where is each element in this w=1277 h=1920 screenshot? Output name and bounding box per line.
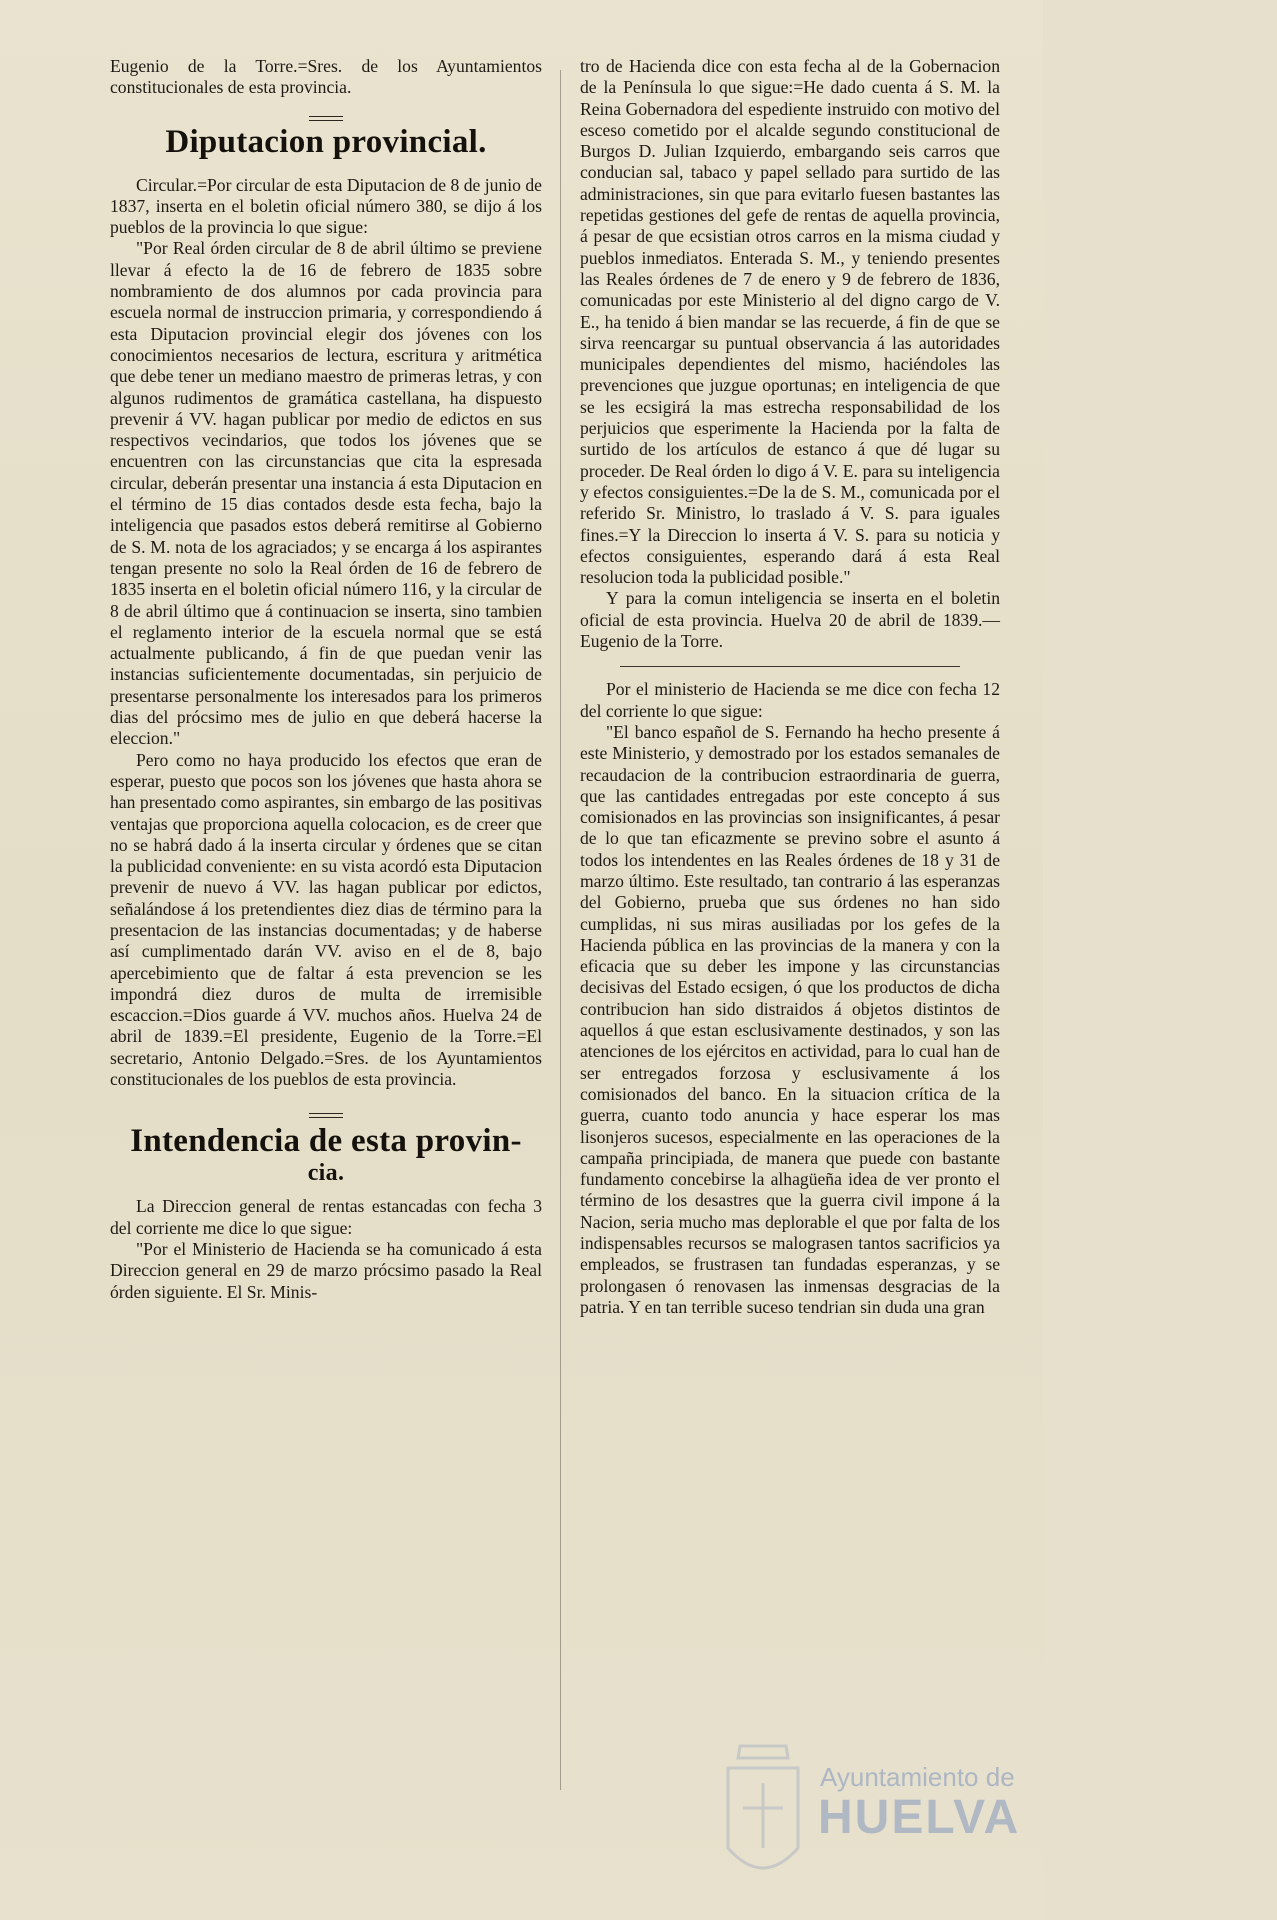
right-column — [580, 56, 1000, 1318]
paragraph: "El banco español de S. Fernando ha hecho presente á este Ministerio, y demostrado por los estados semanales de recaudacion de la contribucion estraordinaria de guerra, que las cantidades entregadas por este concepto á sus comisionados en las provincias son insignificantes, á pesar de lo que tan eficazmente se previno sobre el asunto á todos los intendentes en las Reales órdenes de 18 y 31 de marzo último. Este resultado, tan contrario á las esperanzas del Gobierno, prueba que sus órdenes no han sido cumplidas, ni sus miras ausiliadas por los gefes de la Hacienda pública en las provincias de la manera y con la eficacia que su deber les impone y las circunstancias decisivas del Estado ecsigen, ó que los productos de dicha contribucion han sido distraidos á objetos distintos de aquellos á que estan esclusivamente destinados, y son las atenciones de los ejércitos en actividad, para lo cual han de ser entregados forzosa y esclusivamente á los comisionados del banco. En la situacion crítica de la guerra, cuanto todo anuncia y hace esperar los mas lisonjeros sucesos, especialmente en las operaciones de la campaña principiada, de manera que puede con bastante fundamento concebirse la alhagüeña idea de ver pronto el término de los desastres que la guerra civil impone á la Nacion, seria mucho mas deplorable el que por falta de los indispensables recursos se malograsen tantos sacrificios ya empleados, se frustrasen tan fundadas esperanzas, y se prolongasen ó renovasen las inmensas desgracias de la patria. Y en tan terrible suceso tendrian sin duda una gran — [580, 721, 1000, 1317]
intro-line: Eugenio de la Torre.=Sres. de los Ayuntamientos constitucionales de esta provincia. — [110, 56, 542, 98]
paragraph: tro de Hacienda dice con esta fecha al de la Gobernacion de la Península lo que sigue:=He dado cuenta á S. M. la Reina Gobernadora del espediente instruido con motivo del esceso cometido por el alcalde segundo constitucional de Burgos D. Julian Izquierdo, embargando seis carros que conducian sal, tabaco y papel sellado para surtido de las administraciones, sin que para evitarlo fuesen bastantes las repetidas gestiones del gefe de rentas de aquella provincia, á pesar de que ecsistian otros carros en la misma ciudad y pueblos inmediatos. Enterada S. M., y teniendo presentes las Reales órdenes de 7 de enero y 9 de febrero de 1836, comunicadas por este Ministerio al del digno cargo de V. E., ha tenido á bien mandar se las recuerde, á fin de que se sirva reencargar su puntual observancia á las autoridades municipales dependientes del mismo, haciéndoles las prevenciones que juzgue oportunas; en inteligencia de que se les ecsigirá la mas estrecha responsabilidad de los perjuicios que esperimente la Hacienda por la falta de surtido de los artículos de estanco á que dé lugar su proceder. De Real órden lo digo á V. E. para su inteligencia y efectos consiguientes.=De la de S. M., comunicada por el referido Sr. Ministro, lo traslado á V. S. para iguales fines.=Y la Direccion lo inserta á V. S. para su noticia y efectos consiguientes, esperando dará á esta Real resolucion toda la publicidad posible." — [580, 56, 1000, 588]
paragraph: "Por el Ministerio de Hacienda se ha comunicado á esta Direccion general en 29 de marzo prócsimo pasado la Real órden siguiente. El Sr. Minis- — [110, 1238, 542, 1302]
paragraph: La Direccion general de rentas estancadas con fecha 3 del corriente me dice lo que sigue: — [110, 1196, 542, 1238]
heading-intendencia — [110, 1122, 542, 1186]
paragraph: Por el ministerio de Hacienda se me dice con fecha 12 del corriente lo que sigue: — [580, 679, 1000, 721]
paragraph: "Por Real órden circular de 8 de abril último se previene llevar á efecto la de 16 de febrero de 1835 sobre nombramiento de dos alumnos por cada provincia para escuela normal de instruccion primaria, y correspondiendo á esta Diputacion provincial elegir dos jóvenes con los conocimientos necesarios de lectura, escritura y aritmética que debe tener un mediano maestro de primeras letras, y con algunos rudimentos de gramática castellana, ha dispuesto prevenir á VV. hagan publicar por medio de edictos en sus respectivos vecindarios, que todos los jóvenes que se encuentren con las circunstancias que cita la espresada circular, deberán presentar una instancia á esta Diputacion en el término de 15 dias contados desde esta fecha, bajo la inteligencia que pasados estos deberá remitirse al Gobierno de S. M. nota de los agraciados; y se encarga á los aspirantes tengan presente no solo la Real órden de 16 de febrero de 1835 inserta en el boletin oficial número 116, y la circular de 8 de abril último que á continuacion se inserta, sino tambien el reglamento interior de la escuela normal que se está actualmente publicando, á fin de que puedan venir las instancias suficientemente documentadas, sin perjuicio de presentarse personalmente los interesados para los primeros dias del prócsimo mes de julio en que deberá hacerse la eleccion." — [110, 238, 542, 749]
heading-diputacion: Diputacion provincial. — [165, 123, 487, 160]
separator — [110, 1102, 542, 1114]
heading-intendencia-line1: Intendencia de esta provin- — [130, 1123, 522, 1160]
watermark-line1: Ayuntamiento de — [820, 1762, 1015, 1792]
paragraph: Y para la comun inteligencia se inserta en el boletin oficial de esta provincia. Huelva 20 de abril de 1839.—Eugenio de la Torre. — [580, 588, 1000, 652]
section-rule — [620, 666, 960, 667]
column-divider — [560, 70, 561, 1790]
paragraph: Circular.=Por circular de esta Diputacion de 8 de junio de 1837, inserta en el boletin oficial número 380, se dijo á los pueblos de la provincia lo que sigue: — [110, 174, 542, 238]
left-column — [110, 56, 542, 1303]
watermark-line2: HUELVA — [818, 1791, 1021, 1844]
paragraph: Pero como no haya producido los efectos que eran de esperar, puesto que pocos son los jóvenes que hasta ahora se han presentado como aspirantes, sin embargo de las positivas ventajas que proporciona aquella colocacion, es de creer que no se habrá dado á la inserta circular y órdenes que se citan la publicidad conveniente: en su vista acordó esta Diputacion prevenir de nuevo á VV. las hagan publicar por edictos, señalándose á los pretendientes diez dias de término para la presentacion de las instancias documentadas; y de haberse así cumplimentado darán VV. aviso en el de 8, bajo apercebimiento que de faltar á esta prevencion se les impondrá diez duros de multa de irremisible escaccion.=Dios guarde á VV. muchos años. Huelva 24 de abril de 1839.=El presidente, Eugenio de la Torre.=El secretario, Antonio Delgado.=Sres. de los Ayuntamientos constitucionales de los pueblos de esta provincia. — [110, 749, 542, 1090]
heading-intendencia-line2: cia. — [307, 1160, 345, 1187]
separator — [110, 105, 542, 117]
